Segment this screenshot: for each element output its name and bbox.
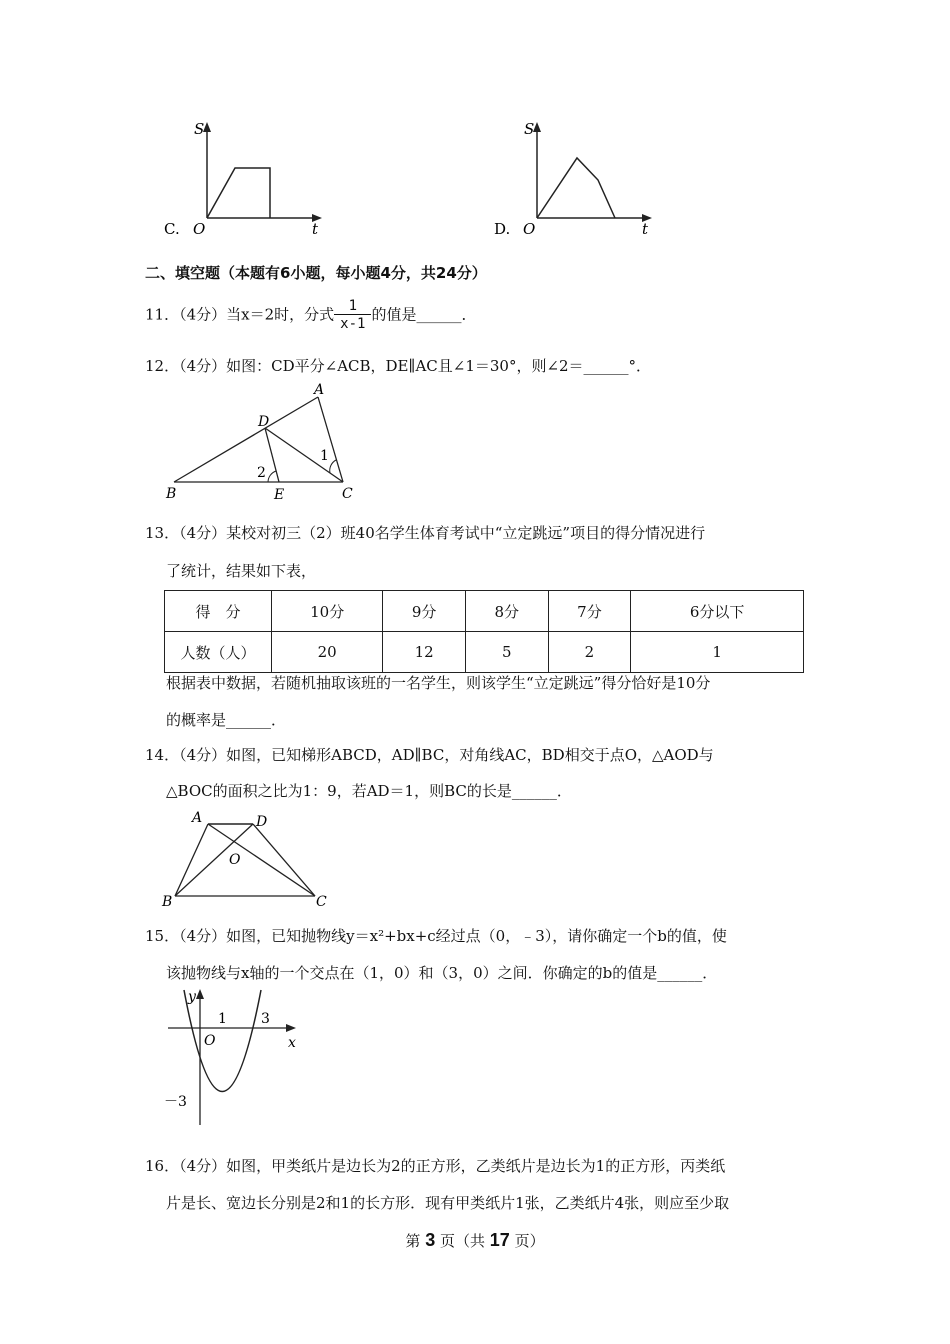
table-cell: 2 [548,632,631,673]
table-cell: 10分 [272,591,383,632]
table-row [165,591,804,632]
fig12-angle-1: 1 [320,448,329,464]
graph-c-y-label: S [194,120,205,138]
question-13-line-1: 13．（4分）某校对初三（2）班40名学生体育考试中“立定跳远”项目的得分情况进行 [145,524,706,542]
graph-d-x-label: t [642,220,649,238]
q11-fraction [334,298,371,333]
graph-c-option: C. [164,220,180,238]
footer-pre: 第 [405,1232,421,1250]
question-14-line-1: 14．（4分）如图，已知梯形ABCD，AD∥BC，对角线AC，BD相交于点O，△AOD与 [145,746,714,764]
fig12-label-b: B [166,486,177,502]
question-16-line-2: 片是长、宽边长分别是2和1的长方形．现有甲类纸片1张，乙类纸片4张，则应至少取 [166,1194,730,1212]
question-12: 12．（4分）如图：CD平分∠ACB，DE∥AC且∠1＝30°，则∠2＝______°． [145,357,652,375]
fig12-label-a: A [314,382,325,398]
question-15-line-2: 该抛物线与x轴的一个交点在（1，0）和（3，0）之间．你确定的b的值是______． [166,964,718,982]
graph-c [160,118,340,240]
table-cell: 1 [631,632,804,673]
footer-mid: 页（共 [439,1232,485,1250]
graph-d-origin: O [523,220,536,238]
figure-15 [160,985,310,1133]
section-title: 二、填空题（本题有6小题，每小题4分，共24分） [145,264,487,282]
fig14-label-c: C [316,894,327,910]
fig15-minus3-label: －3 [164,1094,187,1110]
table-cell: 12 [383,632,466,673]
fig12-label-d: D [258,414,270,430]
footer-total-pages: 17 [489,1230,510,1250]
graph-c-origin: O [193,220,206,238]
fig12-label-c: C [342,486,353,502]
fig12-label-e: E [274,487,285,503]
table-cell: 6分以下 [631,591,804,632]
q11-denominator: x-1 [334,314,371,333]
fig15-origin-label: O [204,1033,216,1049]
fig14-label-b: B [162,894,173,910]
q11-prefix: 11．（4分）当x＝2时，分式 [145,305,335,324]
graph-c-x-label: t [312,220,319,238]
footer-post: 页） [514,1232,545,1250]
table-cell: 20 [272,632,383,673]
question-14-line-2: △BOC的面积之比为1：9，若AD＝1，则BC的长是______． [166,782,572,800]
q11-suffix: 的值是______． [371,305,477,324]
table-cell: 人数（人） [165,632,272,673]
question-16-line-1: 16．（4分）如图，甲类纸片是边长为2的正方形，乙类纸片是边长为1的正方形，丙类纸 [145,1157,726,1175]
table-cell: 8分 [465,591,548,632]
score-table [164,590,804,673]
footer-page-number: 3 [425,1230,436,1250]
fig15-x-label: x [288,1035,296,1051]
graph-d [490,118,670,240]
table-cell: 9分 [383,591,466,632]
graph-d-y-label: S [524,120,535,138]
q11-numerator: 1 [348,298,357,314]
page-footer [0,1230,950,1251]
fig15-one-label: 1 [218,1011,227,1027]
fig14-label-o: O [229,852,241,868]
figure-12 [160,382,370,504]
fig15-three-label: 3 [261,1011,270,1027]
fig14-label-d: D [256,814,268,830]
question-13-line-3: 根据表中数据，若随机抽取该班的一名学生，则该学生“立定跳远”得分恰好是10分 [166,674,711,692]
question-11 [145,298,476,333]
fig12-angle-2: 2 [257,465,266,481]
fig15-y-label: y [188,989,196,1005]
table-row [165,632,804,673]
question-15-line-1: 15．（4分）如图，已知抛物线y＝x²+bx+c经过点（0，﹣3），请你确定一个b的值，使 [145,927,727,945]
table-cell: 7分 [548,591,631,632]
question-13-line-2: 了统计，结果如下表， [166,562,317,580]
figure-14 [158,808,338,912]
question-13-line-4: 的概率是______． [166,711,287,729]
table-cell: 得 分 [165,591,272,632]
fig14-label-a: A [192,810,203,826]
graph-d-option: D. [494,220,511,238]
table-cell: 5 [465,632,548,673]
